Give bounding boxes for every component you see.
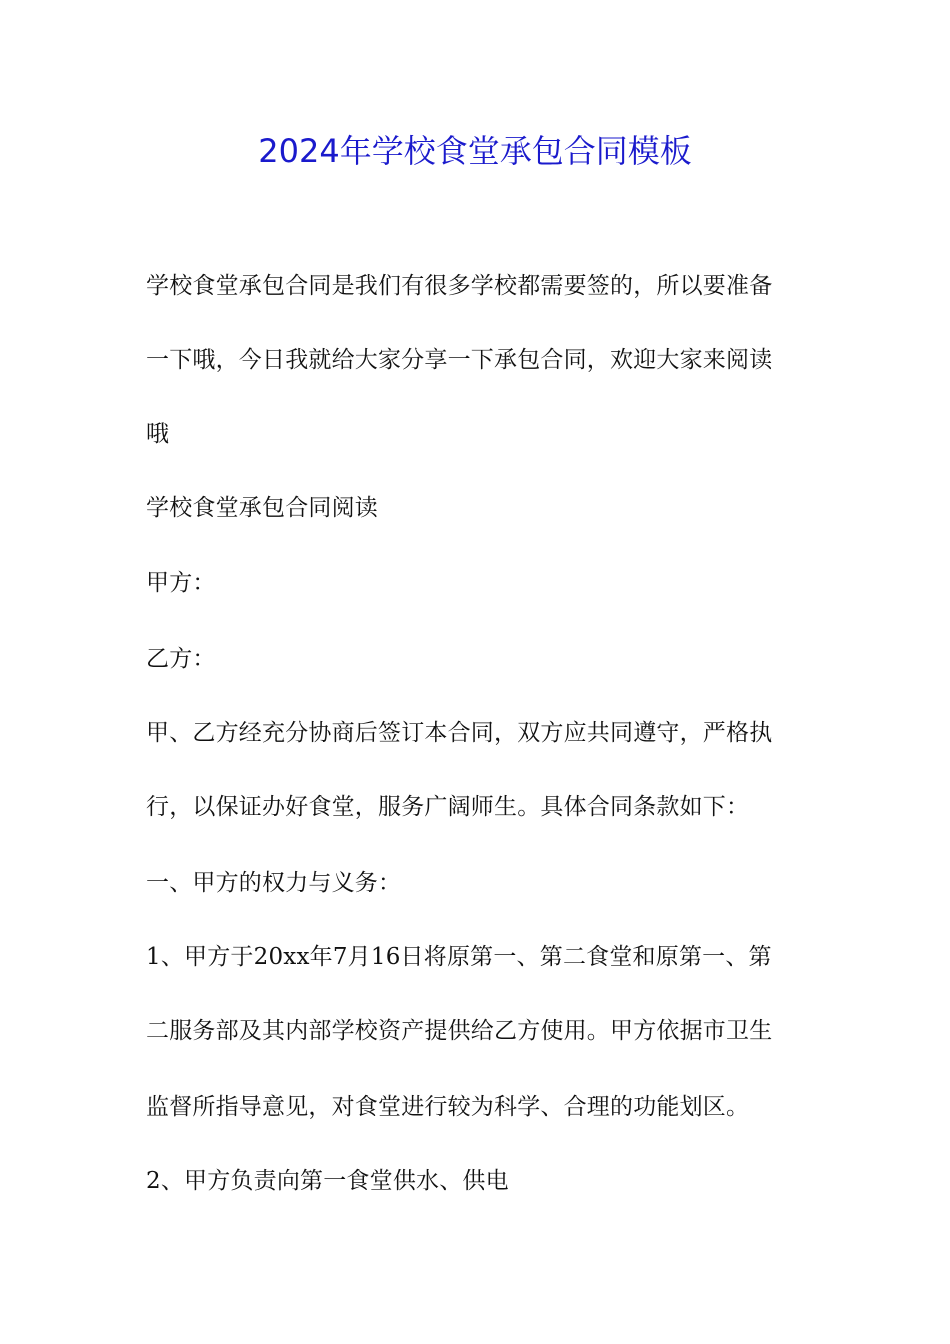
section-heading: 学校食堂承包合同阅读 bbox=[146, 495, 378, 521]
party-b-label: 乙方： bbox=[146, 646, 216, 672]
clause-line: 2、甲方负责向第一食堂供水、供电 bbox=[146, 1168, 509, 1194]
clause-heading: 一、甲方的权力与义务： bbox=[146, 870, 402, 896]
clause-line: 二服务部及其内部学校资产提供给乙方使用。甲方依据市卫生 bbox=[146, 1018, 773, 1044]
document-title: 2024年学校食堂承包合同模板 bbox=[258, 132, 692, 170]
body-line: 学校食堂承包合同是我们有很多学校都需要签的，所以要准备 bbox=[146, 273, 773, 299]
clause-line: 监督所指导意见，对食堂进行较为科学、合理的功能划区。 bbox=[146, 1094, 750, 1120]
clause-line: 1、甲方于20xx年7月16日将原第一、第二食堂和原第一、第 bbox=[146, 944, 772, 970]
body-line: 哦 bbox=[146, 421, 170, 447]
party-a-label: 甲方： bbox=[146, 570, 216, 596]
body-line: 行，以保证办好食堂，服务广阔师生。具体合同条款如下： bbox=[146, 794, 750, 820]
body-line: 一下哦，今日我就给大家分享一下承包合同，欢迎大家来阅读 bbox=[146, 347, 773, 373]
body-line: 甲、乙方经充分协商后签订本合同，双方应共同遵守，严格执 bbox=[146, 720, 773, 746]
